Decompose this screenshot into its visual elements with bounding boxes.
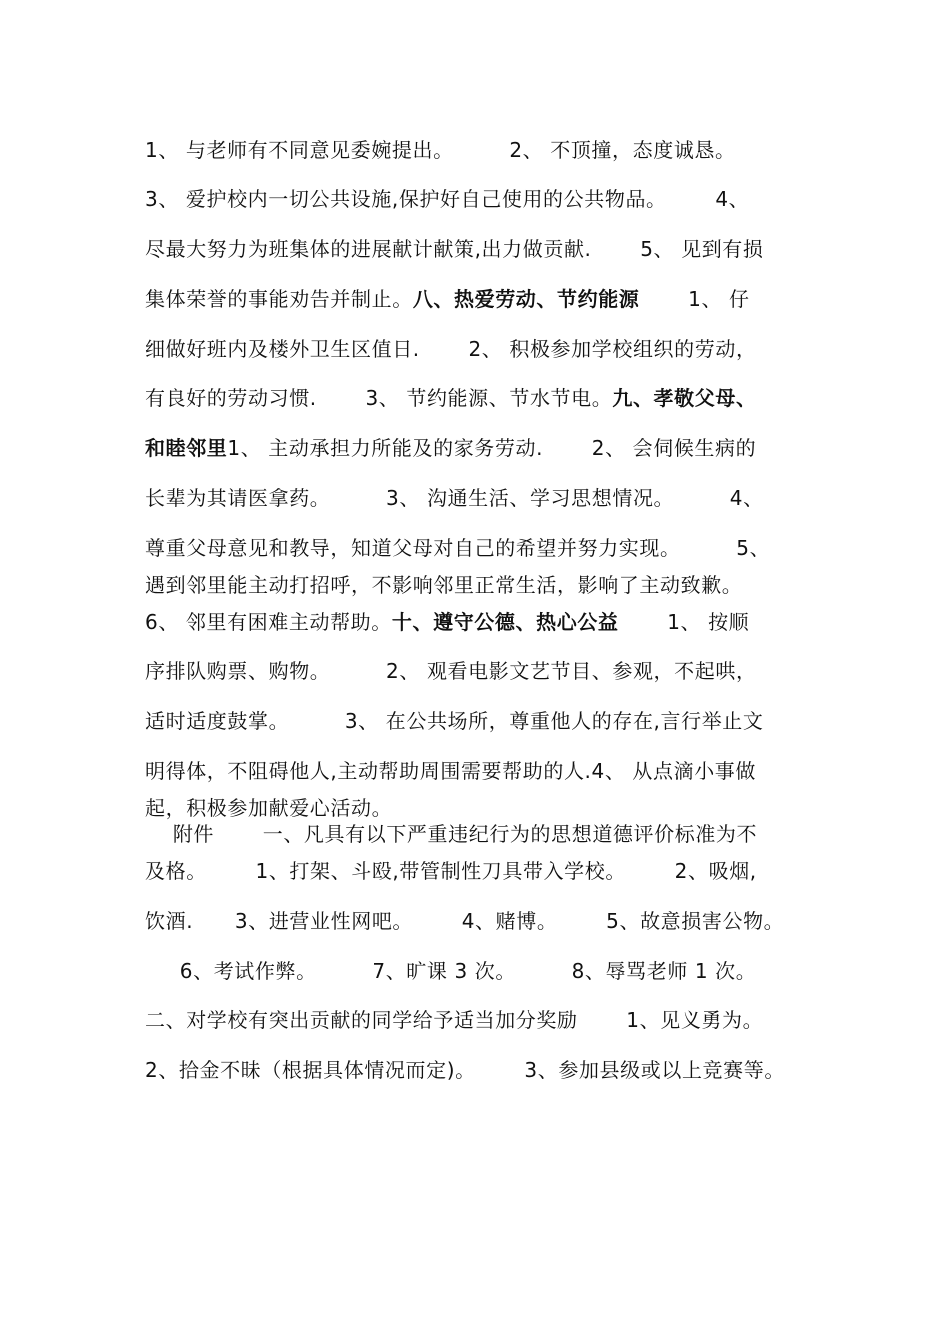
text-line-3 [145, 237, 764, 261]
body-text: 二、对学校有突出贡献的同学给予适当加分奖励 1、见义勇为。 [145, 1008, 764, 1032]
section-heading-text: 和睦邻里 [145, 436, 228, 460]
body-text: 尊重父母意见和教导，知道父母对自己的希望并努力实现。 5、 [145, 536, 771, 560]
body-text: 尽最大努力为班集体的进展献计献策,出力做贡献. 5、 见到有损 [145, 237, 764, 261]
text-line-4 [145, 287, 750, 311]
body-text: 及格。 1、打架、斗殴,带管制性刀具带入学校。 2、吸烟, [145, 859, 757, 883]
text-line-9 [145, 536, 770, 560]
section-heading-text: 九、孝敬父母、 [612, 386, 757, 410]
body-text: 集体荣誉的事能劝告并制止。 [145, 287, 413, 311]
body-text: 6、 邻里有困难主动帮助。 [145, 610, 392, 634]
body-text: 序排队购票、购物。 2、 观看电影文艺节目、参观，不起哄， [145, 659, 757, 683]
body-text: 3、 爱护校内一切公共设施,保护好自己使用的公共物品。 4、 [145, 187, 750, 211]
body-text: 附件 一、凡具有以下严重违纪行为的思想道德评价标准为不 [145, 822, 758, 846]
text-line-18 [145, 909, 784, 933]
text-line-16 [145, 822, 757, 846]
body-text: 6、考试作弊。 7、旷课 3 次。 8、辱骂老师 1 次。 [145, 959, 757, 983]
text-line-17 [145, 859, 757, 883]
text-line-21 [145, 1058, 785, 1082]
body-text: 明得体，不阻碍他人,主动帮助周围需要帮助的人.4、 从点滴小事做 [145, 759, 756, 783]
section-heading-text: 八、热爱劳动、节约能源 [412, 287, 640, 311]
body-text: 长辈为其请医拿药。 3、 沟通生活、学习思想情况。 4、 [145, 486, 764, 510]
body-text: 1、 与老师有不同意见委婉提出。 2、 不顶撞，态度诚恳。 [145, 138, 736, 162]
body-text: 细做好班内及楼外卫生区值日. 2、 积极参加学校组织的劳动， [145, 337, 757, 361]
body-text: 1、 按顺 [618, 610, 750, 634]
text-line-12 [145, 659, 757, 683]
text-line-11 [145, 610, 749, 634]
body-text: 1、 仔 [639, 287, 750, 311]
text-line-14 [145, 759, 756, 783]
body-text: 饮酒. 3、进营业性网吧。 4、赌博。 5、故意损害公物。 [145, 909, 785, 933]
text-line-10 [145, 573, 742, 597]
section-heading-text: 十、遵守公德、热心公益 [391, 610, 619, 634]
text-line-5 [145, 337, 757, 361]
body-text: 有良好的劳动习惯. 3、 节约能源、节水节电。 [145, 386, 613, 410]
text-line-7 [145, 436, 756, 460]
body-text: 1、 主动承担力所能及的家务劳动. 2、 会伺候生病的 [227, 436, 757, 460]
text-line-20 [145, 1008, 763, 1032]
text-line-13 [145, 709, 764, 733]
text-line-2 [145, 187, 749, 211]
text-line-1 [145, 138, 736, 162]
text-line-8 [145, 486, 764, 510]
body-text: 适时适度鼓掌。 3、 在公共场所，尊重他人的存在,言行举止文 [145, 709, 764, 733]
body-text: 遇到邻里能主动打招呼，不影响邻里正常生活，影响了主动致歉。 [145, 573, 743, 597]
text-line-6 [145, 386, 757, 410]
body-text: 起，积极参加献爱心活动。 [145, 796, 393, 820]
text-line-19 [145, 959, 756, 983]
body-text: 2、拾金不昧（根据具体情况而定)。 3、参加县级或以上竞赛等。 [145, 1058, 785, 1082]
text-line-15 [145, 796, 392, 820]
